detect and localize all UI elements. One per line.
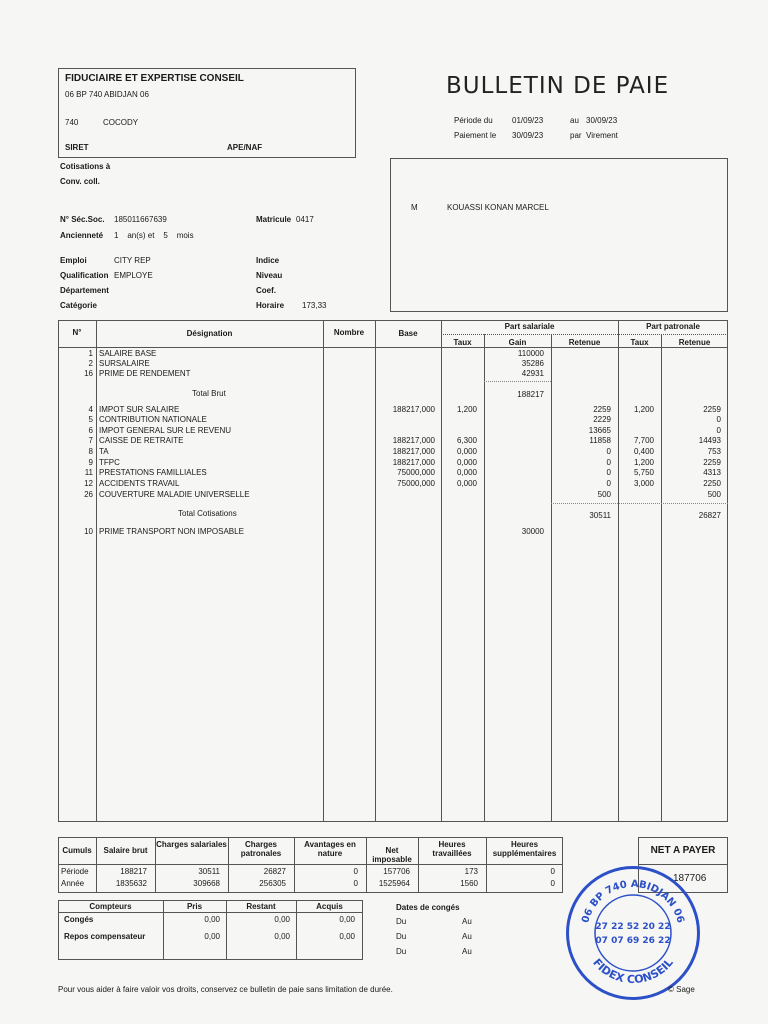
row-retenue: 0	[606, 447, 611, 456]
row-taux: 0,000	[456, 458, 477, 467]
row-label: CONTRIBUTION NATIONALE	[99, 415, 207, 424]
row-label: TA	[99, 447, 109, 456]
conges-au-1: Au	[462, 917, 472, 926]
restant-header: Restant	[246, 902, 276, 911]
col-header-nombre: Nombre	[333, 328, 365, 337]
periode-from: 01/09/23	[512, 116, 544, 125]
cumuls-annee-cell: 1560	[460, 879, 478, 888]
employer-name: FIDUCIAIRE ET EXPERTISE CONSEIL	[65, 73, 244, 84]
cumuls-periode-cell: Période	[61, 867, 89, 876]
footer-note: Pour vous aider à faire valoir vos droits, conservez ce bulletin de paie sans limitation de durée.	[58, 985, 393, 994]
row-taux	[441, 415, 477, 425]
par-label: par	[570, 131, 582, 140]
col-header-part-salariale: Part salariale	[504, 322, 555, 331]
row-taux-patronale: 7,700	[633, 436, 654, 445]
row-num: 7	[88, 436, 93, 445]
row-taux: 6,300	[456, 436, 477, 445]
row-taux	[441, 490, 477, 500]
cumuls-annee-cell: Année	[61, 879, 85, 888]
row-retenue: 11858	[589, 436, 611, 445]
row-retenue-patronale: 0	[716, 426, 721, 435]
conges-acquis: 0,00	[339, 915, 355, 924]
cumuls-header-cell: Net imposable	[372, 846, 412, 864]
repos-label: Repos compensateur	[64, 932, 146, 941]
row-label: IMPOT GENERAL SUR LE REVENU	[99, 426, 232, 435]
row-num: 16	[84, 369, 93, 378]
col-sep	[484, 334, 485, 822]
col-header-retenue: Retenue	[568, 338, 601, 347]
cumuls-annee-cell: 256305	[259, 879, 286, 888]
row-label: COUVERTURE MALADIE UNIVERSELLE	[99, 490, 250, 499]
cumuls-periode-cell: 188217	[120, 867, 147, 876]
secsoc-value: 185011667639	[114, 215, 167, 224]
row-retenue: 500	[597, 490, 611, 499]
prime-num: 10	[84, 527, 93, 536]
qualification-value: EMPLOYE	[114, 271, 153, 280]
col-sep	[375, 320, 376, 822]
emploi-value: CITY REP	[114, 256, 151, 265]
cumuls-header-cell: Heures supplémentaires	[492, 840, 557, 858]
row-base: 75000,000	[397, 479, 435, 488]
coef-label: Coef.	[256, 286, 276, 295]
employer-code: 740	[65, 118, 79, 127]
total-cot-pat: 26827	[698, 511, 721, 520]
row-label: SALAIRE BASE	[99, 349, 157, 358]
row-taux-patronale: 1,200	[633, 405, 654, 414]
row-num: 1	[88, 349, 93, 358]
row-base: 75000,000	[397, 468, 435, 477]
matricule-label: Matricule	[256, 215, 292, 224]
cumuls-header-cell: Cumuls	[62, 846, 92, 855]
row-taux	[441, 426, 477, 436]
row-num: 6	[88, 426, 93, 435]
cumuls-periode-cell: 26827	[263, 867, 286, 876]
table-header-rule	[58, 347, 728, 348]
total-cot-label: Total Cotisations	[178, 509, 237, 518]
conges-au-2: Au	[462, 932, 472, 941]
cumuls-header-cell: Heures travaillées	[432, 840, 472, 858]
col-sep	[441, 320, 442, 822]
row-num: 2	[88, 359, 93, 368]
cumuls-header-cell: Salaire brut	[103, 846, 148, 855]
row-base	[375, 490, 435, 500]
row-taux: 0,000	[456, 479, 477, 488]
cumuls-header-cell: Charges patronales	[240, 840, 282, 858]
row-base: 188217,000	[392, 458, 435, 467]
pris-header: Pris	[186, 902, 203, 911]
row-taux-patronale: 1,200	[633, 458, 654, 467]
row-retenue: 0	[606, 458, 611, 467]
row-num: 12	[84, 479, 93, 488]
row-label: PRESTATIONS FAMILLIALES	[99, 468, 207, 477]
row-num: 5	[88, 415, 93, 424]
conges-du-1: Du	[396, 917, 407, 926]
row-retenue-patronale: 753	[707, 447, 721, 456]
row-taux: 0,000	[456, 447, 477, 456]
row-num: 26	[84, 490, 93, 499]
row-base: 188217,000	[392, 436, 435, 445]
row-retenue-patronale: 0	[716, 415, 721, 424]
employee-civility: M	[411, 203, 418, 212]
stamp-top-text: 06 BP 740 ABIDJAN 06	[580, 878, 686, 925]
cumuls-header-rule	[58, 864, 563, 865]
stamp-bottom-text: FIDEX CONSEIL	[590, 956, 676, 987]
row-label: CAISSE DE RETRAITE	[99, 436, 184, 445]
paiement-label: Paiement le	[454, 131, 497, 140]
net-label: NET A PAYER	[650, 845, 716, 856]
company-stamp	[566, 866, 700, 1000]
total-brut-label: Total Brut	[192, 389, 226, 398]
cumuls-periode-cell: 173	[464, 867, 478, 876]
cumuls-annee-cell: 1835632	[115, 879, 147, 888]
col-sep	[618, 320, 619, 822]
row-num: 11	[84, 468, 93, 477]
cumuls-annee-cell: 0	[550, 879, 555, 888]
row-taux-patronale: 0,400	[633, 447, 654, 456]
row-base	[375, 426, 435, 436]
svg-text:06 BP 740 ABIDJAN 06	[580, 879, 686, 924]
payslip-table	[58, 320, 728, 822]
row-retenue: 13665	[588, 426, 611, 435]
matricule-value: 0417	[296, 215, 314, 224]
row-gain: 42931	[521, 369, 544, 378]
row-taux-patronale: 5,750	[633, 468, 654, 477]
horaire-value: 173,33	[302, 301, 327, 310]
net-value: 187706	[673, 873, 707, 884]
cumuls-periode-cell: 0	[550, 867, 555, 876]
prime-gain: 30000	[521, 527, 544, 536]
row-retenue: 0	[606, 479, 611, 488]
prime-label: PRIME TRANSPORT NON IMPOSABLE	[99, 527, 244, 536]
document-title: BULLETIN DE PAIE	[446, 73, 670, 99]
col-header-taux: Taux	[453, 338, 472, 347]
col-header-taux-patronale: Taux	[630, 338, 649, 347]
cumuls-periode-cell: 0	[353, 867, 358, 876]
total-brut-value: 188217	[517, 390, 544, 399]
net-rule	[639, 864, 727, 865]
row-taux-patronale	[618, 415, 654, 425]
row-label: IMPOT SUR SALAIRE	[99, 405, 180, 414]
horaire-label: Horaire	[256, 301, 285, 310]
conges-label: Congés	[64, 915, 94, 924]
compteurs-header-rule	[58, 912, 363, 913]
row-gain: 110000	[517, 349, 544, 358]
col-header-retenue-patronale: Retenue	[678, 338, 711, 347]
employee-box	[390, 158, 728, 312]
row-label: TFPC	[99, 458, 120, 467]
conges-dates-title: Dates de congés	[396, 903, 460, 912]
periode-label: Période du	[454, 116, 493, 125]
row-taux: 0,000	[456, 468, 477, 477]
row-retenue-patronale: 4313	[703, 468, 721, 477]
row-retenue-patronale: 2259	[703, 405, 721, 414]
repos-restant: 0,00	[274, 932, 290, 941]
stamp-graphic	[569, 869, 697, 997]
anciennete-label: Ancienneté	[60, 231, 104, 240]
cumuls-periode-cell: 30511	[198, 867, 220, 876]
anciennete-value: 1 an(s) et 5 mois	[114, 231, 194, 240]
col-header-part-patronale: Part patronale	[646, 322, 700, 331]
row-taux-patronale	[618, 490, 654, 500]
conges-du-3: Du	[396, 947, 407, 956]
conges-du-2: Du	[396, 932, 407, 941]
employer-city: COCODY	[103, 118, 139, 127]
conv-label: Conv. coll.	[60, 177, 100, 186]
row-num: 9	[88, 458, 93, 467]
conges-restant: 0,00	[274, 915, 290, 924]
row-retenue: 0	[606, 468, 611, 477]
row-label: PRIME DE RENDEMENT	[99, 369, 191, 378]
departement-label: Département	[60, 286, 109, 295]
conges-au-3: Au	[462, 947, 472, 956]
qualification-label: Qualification	[60, 271, 109, 280]
row-retenue-patronale: 14493	[698, 436, 721, 445]
col-header-base: Base	[398, 329, 418, 338]
par-value: Virement	[586, 131, 618, 140]
row-base: 188217,000	[392, 405, 435, 414]
gain-subtotal-rule	[484, 381, 551, 382]
periode-to: 30/09/23	[586, 116, 618, 125]
row-retenue: 2229	[593, 415, 611, 424]
compteurs-header: Compteurs	[89, 902, 132, 911]
total-cot-sal: 30511	[589, 511, 611, 520]
row-taux-patronale: 3,000	[633, 479, 654, 488]
paiement-date: 30/09/23	[512, 131, 544, 140]
niveau-label: Niveau	[256, 271, 283, 280]
secsoc-label: N° Séc.Soc.	[60, 215, 105, 224]
cot-subtotal-rule	[551, 503, 728, 504]
row-label: ACCIDENTS TRAVAIL	[99, 479, 180, 488]
row-retenue: 2259	[593, 405, 611, 414]
cumuls-annee-cell: 1525964	[378, 879, 410, 888]
conges-pris: 0,00	[204, 915, 220, 924]
categorie-label: Catégorie	[60, 301, 97, 310]
col-sep	[96, 320, 97, 822]
row-taux-patronale	[618, 426, 654, 436]
row-retenue-patronale: 2259	[703, 458, 721, 467]
row-base	[375, 415, 435, 425]
employee-name: KOUASSI KONAN MARCEL	[447, 203, 549, 212]
row-base: 188217,000	[392, 447, 435, 456]
siret-label: SIRET	[65, 143, 89, 152]
acquis-header: Acquis	[316, 902, 343, 911]
cotisations-label: Cotisations à	[60, 162, 111, 171]
row-taux: 1,200	[456, 405, 477, 414]
cumuls-annee-cell: 0	[353, 879, 358, 888]
au-label: au	[570, 116, 579, 125]
cumuls-periode-cell: 157706	[383, 867, 410, 876]
stamp-phone-2: 07 07 69 26 22	[595, 936, 671, 946]
row-label: SURSALAIRE	[99, 359, 150, 368]
cumuls-header-cell: Charges salariales	[156, 840, 227, 849]
apenaf-label: APE/NAF	[227, 143, 263, 152]
col-sep	[323, 320, 324, 822]
employer-box	[58, 68, 356, 158]
col-header-gain: Gain	[508, 338, 527, 347]
repos-pris: 0,00	[204, 932, 220, 941]
row-retenue-patronale: 2250	[703, 479, 721, 488]
row-num: 4	[88, 405, 93, 414]
col-header-num: N°	[72, 328, 82, 337]
footer-brand: © Sage	[668, 985, 695, 994]
cumuls-header-cell: Avantages en nature	[304, 840, 356, 858]
cumuls-annee-cell: 309668	[193, 879, 220, 888]
col-header-designation: Désignation	[186, 329, 233, 338]
indice-label: Indice	[256, 256, 280, 265]
row-retenue-patronale: 500	[707, 490, 721, 499]
row-num: 8	[88, 447, 93, 456]
repos-acquis: 0,00	[339, 932, 355, 941]
employer-address: 06 BP 740 ABIDJAN 06	[65, 90, 149, 99]
stamp-phone-1: 27 22 52 20 22	[595, 922, 671, 932]
emploi-label: Emploi	[60, 256, 87, 265]
row-gain: 35286	[521, 359, 544, 368]
